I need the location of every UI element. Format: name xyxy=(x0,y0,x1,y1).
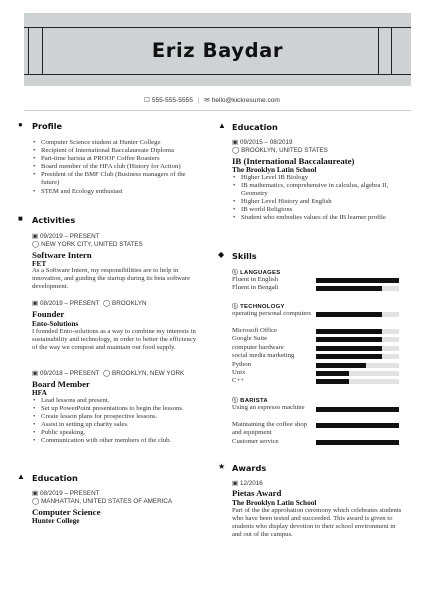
skill-name: Microsoft Office xyxy=(232,327,278,334)
education-heading: Education xyxy=(232,122,278,132)
skill-bar xyxy=(316,371,399,376)
list-item: • IB mathematics, comprehensive in calculus, algebra II, Geometry xyxy=(232,182,392,198)
skill-bar xyxy=(316,354,399,359)
list-item: • STEM and Ecology enthusiast xyxy=(32,188,200,196)
contact-separator: | xyxy=(197,97,200,104)
calendar-icon: ▣ xyxy=(32,370,38,377)
calendar-icon: ▣ xyxy=(232,139,238,146)
skill-name: Google Suite xyxy=(232,335,268,342)
list-item: • Part-time barista at PROOF Coffee Roasters xyxy=(32,155,200,163)
list-item: • IB world Religions xyxy=(232,206,392,214)
list-item: • President of the BMF Club (Business managers of the future) xyxy=(32,171,200,187)
skill-bar-fill xyxy=(316,329,382,334)
awards-heading: Awards xyxy=(232,463,267,473)
skill-name: C++ xyxy=(232,377,245,384)
skills-heading: Skills xyxy=(232,251,257,261)
trophy-icon: ★ xyxy=(218,462,226,471)
skill-bar-fill xyxy=(316,379,349,384)
briefcase-icon: ■ xyxy=(18,214,23,223)
skill-bar xyxy=(316,329,399,334)
skill-name: computer hardware xyxy=(232,344,284,351)
skill-bar-fill xyxy=(316,363,366,368)
graduation-cap-icon: ▲ xyxy=(17,472,25,481)
skill-bar xyxy=(316,423,399,428)
calendar-icon: ▣ xyxy=(32,300,38,307)
skill-bar-fill xyxy=(316,440,399,445)
skill-bar-fill xyxy=(316,346,382,351)
calendar-icon: ▣ xyxy=(232,480,238,487)
award-title: Pietas Award xyxy=(232,488,282,498)
skill-bar xyxy=(316,312,399,317)
education-location: ◯ MANHATTAN, UNITED STATES OF AMERICA xyxy=(32,498,173,505)
skill-bar-fill xyxy=(316,337,382,342)
skill-bar xyxy=(316,363,399,368)
education-school: The Brooklyn Latin School xyxy=(232,165,317,174)
skill-name: Customer service xyxy=(232,438,279,445)
award-issuer: The Brooklyn Latin School xyxy=(232,498,317,507)
list-item: • Higher Level IB Biology xyxy=(232,174,392,182)
skill-name: Using an espresso machine xyxy=(232,404,305,411)
skill-category-languages: ⓘ LANGUAGES xyxy=(232,270,281,276)
skill-bar xyxy=(316,286,399,291)
location-pin-icon: ◯ xyxy=(32,241,40,248)
list-item: • Board member of the HFA club (History for Action) xyxy=(32,163,200,171)
list-item: • Higher Level History and English xyxy=(232,198,392,206)
phone-number[interactable]: 555-555-5555 xyxy=(151,97,193,104)
skill-bar-fill xyxy=(316,423,399,428)
activity-title: Founder xyxy=(32,309,65,319)
candidate-name: Eriz Baydar xyxy=(151,39,284,62)
location-pin-icon: ◯ xyxy=(102,370,111,377)
activity-org: Ento-Solutions xyxy=(32,319,79,328)
list-item: • Assist in setting up charity sales. xyxy=(32,421,192,429)
skill-name: Fluent in English xyxy=(232,276,279,283)
activity-description: I founded Ento-solutions as a way to combine my interests in sustainability and technology, in order to better the efficiency of the way we compost and maintain our food supply. xyxy=(32,328,197,352)
info-icon: ⓘ xyxy=(232,398,241,404)
email-address[interactable]: hello@kickresume.com xyxy=(211,97,280,104)
skill-bar xyxy=(316,346,399,351)
award-description: Part of the the approbation ceremony which celebrates students who have been tested and succeeded. This award is given to students who display devotion to their school environment in and out of the campus. xyxy=(232,507,402,539)
award-date: ▣ 12/2016 xyxy=(232,480,263,487)
skill-name: Fluent in Bengali xyxy=(232,284,279,291)
education-date: ▣ 09/2015 – 08/2019 xyxy=(232,139,293,146)
skill-bar-fill xyxy=(316,371,349,376)
header-divider xyxy=(24,110,411,111)
email-icon: ✉ xyxy=(204,97,210,104)
education-date: ▣ 08/2019 – PRESENT xyxy=(32,490,100,497)
graduation-cap-icon: ▲ xyxy=(218,121,226,130)
header-top-rule xyxy=(24,27,411,28)
profile-heading: Profile xyxy=(32,121,63,131)
lightbulb-icon: ◆ xyxy=(218,250,225,259)
location-pin-icon: ◯ xyxy=(32,498,40,505)
skill-bar xyxy=(316,337,399,342)
activity-description: As a Software Intern, my responsibilities are to help in innovation, and guiding the startup during its beta software development. xyxy=(32,267,191,291)
location-pin-icon: ◯ xyxy=(232,147,240,154)
education-heading: Education xyxy=(32,473,78,483)
list-item: • Recipient of International Baccalaureate Diploma xyxy=(32,147,200,155)
profile-list xyxy=(32,139,200,196)
skill-bar-fill xyxy=(316,286,382,291)
list-item: • Communication with other members of the club. xyxy=(32,437,192,445)
activity-date: ▣ 09/2019 – PRESENT xyxy=(32,233,100,240)
list-item: • Create lesson plans for prospective lessons. xyxy=(32,413,192,421)
education-location: ◯ BROOKLYN, UNITED STATES xyxy=(232,147,328,154)
header-bottom-rule xyxy=(24,74,411,75)
contact-line xyxy=(0,96,424,104)
skill-name: Python xyxy=(232,361,251,368)
skill-bar xyxy=(316,407,399,412)
skill-bar-fill xyxy=(316,278,399,283)
skill-name: operating personal computers xyxy=(232,310,312,317)
skill-bar xyxy=(316,278,399,283)
education-degree: Computer Science xyxy=(32,507,101,517)
person-icon: ● xyxy=(18,120,23,129)
education-degree: IB (International Baccalaureate) xyxy=(232,156,355,166)
education-school: Hunter College xyxy=(32,516,80,525)
info-icon: ⓘ xyxy=(232,304,241,310)
activity-location: ◯ NEW YORK CITY, UNITED STATES xyxy=(32,241,143,248)
list-item: • Lead lessons and present. xyxy=(32,397,192,405)
calendar-icon: ▣ xyxy=(32,490,38,497)
activity-date-location: ▣ 08/2019 – PRESENT ◯ BROOKLYN xyxy=(32,300,147,307)
skill-category-technology: ⓘ TECHNOLOGY xyxy=(232,304,285,310)
list-item: • Set up PowerPoint presentations to begin the lessons. xyxy=(32,405,192,413)
education-highlights-list xyxy=(232,174,392,223)
calendar-icon: ▣ xyxy=(32,233,38,240)
activity-date-location: ▣ 09/2018 – PRESENT ◯ BROOKLYN, NEW YORK xyxy=(32,370,185,377)
activity-duties-list xyxy=(32,397,192,446)
list-item: • Computer Science student at Hunter College xyxy=(32,139,200,147)
list-item: • Public speaking. xyxy=(32,429,192,437)
skill-bar-fill xyxy=(316,407,399,412)
activity-org: HFA xyxy=(32,388,47,397)
activities-heading: Activities xyxy=(32,215,76,225)
skill-bar-fill xyxy=(316,354,382,359)
location-pin-icon: ◯ xyxy=(102,300,111,307)
info-icon: ⓘ xyxy=(232,270,241,276)
skill-bar xyxy=(316,379,399,384)
activity-org: FET xyxy=(32,259,47,268)
activity-title: Software Intern xyxy=(32,250,92,260)
skill-category-barista: ⓘ BARISTA xyxy=(232,398,268,404)
skill-name: Maintaining the coffee shop and equipment xyxy=(232,421,308,437)
skill-bar-fill xyxy=(316,312,382,317)
skill-name: Unix xyxy=(232,369,246,376)
phone-icon: ☐ xyxy=(144,97,150,104)
activity-title: Board Member xyxy=(32,379,90,389)
name-header-band xyxy=(24,13,411,86)
skill-bar xyxy=(316,440,399,445)
skill-name: social media marketing xyxy=(232,352,295,359)
list-item: • Student who embodies values of the IB learner profile xyxy=(232,214,392,222)
